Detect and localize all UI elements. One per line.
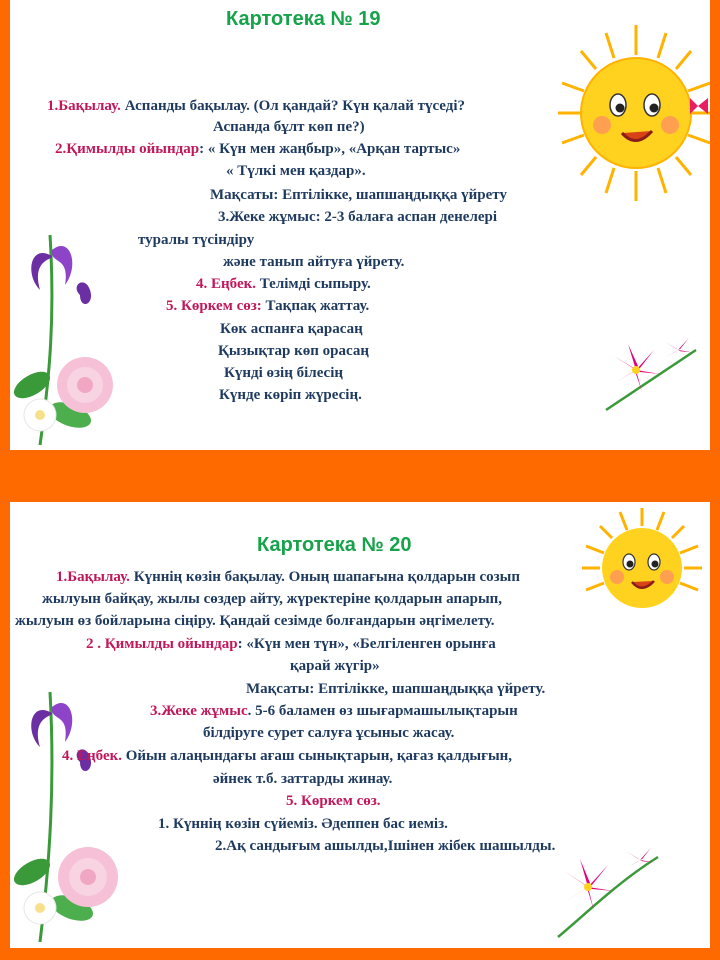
text-line: 1. Күннің көзін сүйеміз. Әдеппен бас иеміз. xyxy=(158,816,448,832)
text-line: 5. Көркем сөз. xyxy=(286,793,381,809)
sun-icon xyxy=(580,506,710,626)
text-line: туралы түсіндіру xyxy=(138,232,255,248)
text-line: Қызықтар көп орасаң xyxy=(218,343,369,359)
flower-bouquet-icon xyxy=(10,215,130,450)
text-line: Аспанда бұлт көп пе?) xyxy=(213,119,365,135)
card-title: Картотека № 19 xyxy=(226,8,381,30)
text-line: 1.Бақылау. Аспанды бақылау. (Ол қандай? Күн қалай түседі? xyxy=(47,98,466,114)
text-line: 3.Жеке жұмыс: 2-3 балаға аспан денелері xyxy=(218,209,498,225)
text-line: 3.Жеке жұмыс. 5-6 баламен өз шығармашылықтарын xyxy=(150,703,518,719)
text-line: Күнді өзің білесің xyxy=(224,365,344,381)
card-title: Картотека № 20 xyxy=(257,534,412,556)
card-19 xyxy=(10,0,710,450)
text-line: Мақсаты: Ептілікке, шапшаңдыққа үйрету xyxy=(210,187,507,203)
text-line: әйнек т.б. заттарды жинау. xyxy=(213,771,393,787)
sun-icon xyxy=(558,18,710,208)
text-line: Күнде көріп жүресің. xyxy=(219,387,362,403)
text-line: 5. Көркем сөз: Тақпақ жаттау. xyxy=(166,298,370,314)
text-line: жылуын өз бойларына сіңіру. Қандай сезімде болғандарын әңгімелету. xyxy=(15,613,495,629)
text-line: 2 . Қимылды ойындар: «Күн мен түн», «Белгіленген орынға xyxy=(86,636,496,652)
pink-lily-icon xyxy=(548,832,668,942)
text-line: Мақсаты: Ептілікке, шапшаңдыққа үйрету. xyxy=(246,681,546,697)
text-line: және танып айтуға үйрету. xyxy=(223,254,405,270)
card-20 xyxy=(10,502,710,948)
text-line: жылуын байқау, жылы сөздер айту, жүректеріне қолдарын апарып, xyxy=(42,591,503,607)
text-line: 2.Ақ сандығым ашылды,Ішінен жібек шашылды. xyxy=(215,838,556,854)
pink-lily-icon xyxy=(596,330,706,420)
text-line: 4. Еңбек. Телімді сыпыру. xyxy=(196,276,371,292)
text-line: 2.Қимылды ойындар: « Күн мен жаңбыр», «Арқан тартыс» xyxy=(55,141,461,157)
text-line: білдіруге сурет салуға ұсыныс жасау. xyxy=(203,725,455,741)
text-line: Көк аспанға қарасаң xyxy=(220,321,363,337)
flower-bouquet-icon xyxy=(10,672,130,948)
text-line: 1.Бақылау. Күннің көзін бақылау. Оның шапағына қолдарын созып xyxy=(56,569,521,585)
text-line: қарай жүгір» xyxy=(290,658,380,674)
text-line: « Түлкі мен қаздар». xyxy=(226,163,366,179)
text-line: 4. Еңбек. Ойын алаңындағы ағаш сынықтарын, қағаз қалдығын, xyxy=(62,748,513,764)
